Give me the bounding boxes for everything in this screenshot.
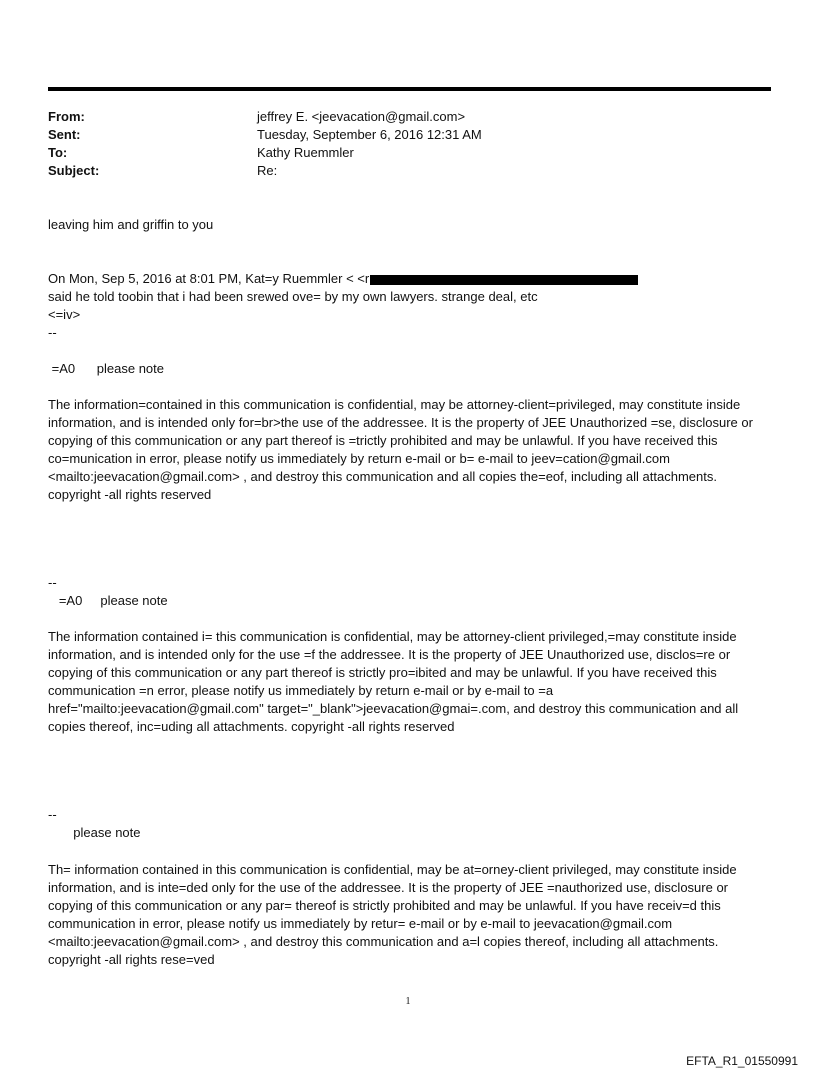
notice-1	[48, 396, 764, 504]
quote-line: said he told toobin that i had been srewed ove= by my own lawyers. strange deal, etc	[48, 289, 538, 304]
from-label: From:	[48, 109, 85, 124]
subject-row	[48, 162, 482, 180]
header-rule	[48, 87, 771, 91]
sent-row	[48, 126, 482, 144]
reply-line: leaving him and griffin to you	[48, 217, 214, 232]
page-number: 1	[405, 996, 411, 1007]
sent-label: Sent:	[48, 127, 81, 142]
notice-2-separator	[48, 574, 764, 610]
subject-value: Re:	[257, 163, 278, 178]
notice-3	[48, 861, 764, 969]
separator-3: --	[48, 807, 57, 822]
notice-1-text: The information=contained in this communication is confidential, may be attorney-client=privileged, may constitute inside information, and is intended only for=br>the use of the addressee. It is the property of JEE Unauthorized =se, disclosure or copying of this communication or any part thereof is =trictly prohibited and may be unlawful. If you have received this co=munication in error, please notify us immediately by return e-mail or b= e-mail to jeev=cation@gmail.com <mailto:jeevacation@gmail.com> , and destroy this communication and all copies the=eof, including all attachments. copyright -all rights reserved	[48, 397, 753, 502]
from-value: jeffrey E. <jeevacation@gmail.com>	[257, 109, 466, 124]
notice-2-heading-text: =A0 please note	[48, 593, 168, 608]
notice-1-heading	[48, 360, 764, 378]
notice-3-text: Th= information contained in this communication is confidential, may be at=orney-client privileged, may constitute inside information, and is inte=ded only for the use of the addressee. It is the property of JEE =nauthorized use, disclosure or copying of this communication or any par= thereof is strictly prohibited and may be unlawful. If you have receiv=d this communication in error, please notify us immediately by retur= e-mail or by e-mail to jeevacation@gmail.com <mailto:jeevacation@gmail.com> , and destroy this communication and a=l copies thereof, including all attachments. copyright -all rights rese=ved	[48, 862, 737, 967]
document-id: EFTA_R1_01550991	[686, 1054, 798, 1068]
notice-2-text: The information contained i= this communication is confidential, may be attorney-client privileged,=may constitute inside information, and is intended only for the use =f the addressee. It is the property of JEE Unauthorized use, disclos=re or copying of this communication or any part thereof is strictly pro=ibited and may be unlawful. If you have received this communication =n error, please notify us immediately by return e-mail or by e-mail to =a href="mailto:jeevacation@gmail.com" target="_blank">jeevacation@gmai=.com, and destroy this communication and all copies thereof, inc=uding all attachments. copyright -all rights reserved	[48, 629, 739, 734]
notice-3-separator	[48, 806, 764, 842]
reply-text	[48, 216, 764, 234]
notice-1-heading-text: =A0 please note	[48, 361, 164, 376]
email-header	[48, 108, 482, 180]
from-row	[48, 108, 482, 126]
redaction-bar	[370, 275, 638, 285]
sent-value: Tuesday, September 6, 2016 12:31 AM	[257, 127, 482, 142]
separator-2: --	[48, 575, 57, 590]
notice-2	[48, 628, 764, 736]
to-label: To:	[48, 145, 68, 160]
to-row	[48, 144, 482, 162]
subject-label: Subject:	[48, 163, 100, 178]
quote-tag: <=iv>	[48, 307, 81, 322]
quoted-message	[48, 270, 764, 342]
quote-intro: On Mon, Sep 5, 2016 at 8:01 PM, Kat=y Ruemmler < <r	[48, 271, 370, 286]
quote-intro-line	[48, 270, 764, 288]
to-value: Kathy Ruemmler	[257, 145, 354, 160]
separator-1: --	[48, 325, 57, 340]
notice-3-heading-text: please note	[48, 825, 141, 840]
